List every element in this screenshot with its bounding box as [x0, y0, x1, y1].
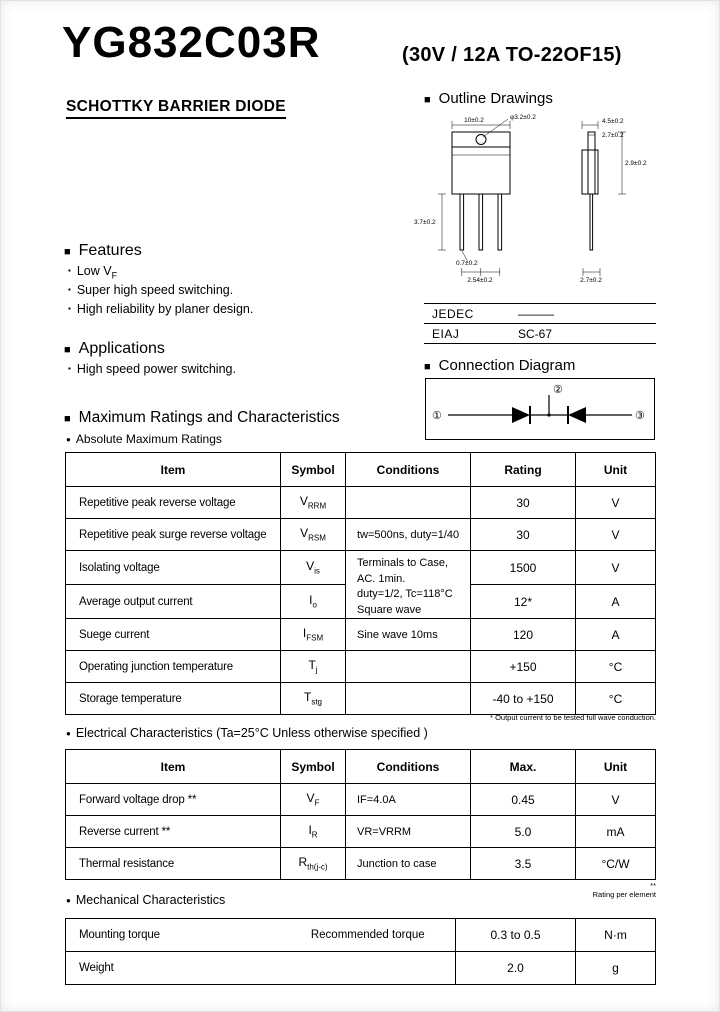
cell-unit: °C/W: [576, 848, 656, 880]
square-marker-icon: ■: [64, 246, 71, 258]
cell-conditions: IF=4.0A: [346, 784, 471, 816]
jedec-value: ———: [518, 306, 554, 321]
cell-symbol: $I_{FSM}$: [281, 619, 346, 651]
max-ratings-section-title: [64, 409, 340, 427]
dot-marker-icon: ●: [66, 896, 71, 905]
applications-title-label: Applications: [78, 340, 165, 357]
pin-label: ③: [635, 410, 645, 422]
cell-conditions: [346, 683, 471, 715]
cell-item: Forward voltage drop **: [66, 784, 281, 816]
standards-row-jedec: [424, 303, 656, 323]
square-marker-icon: ■: [424, 94, 431, 106]
dot-marker-icon: ●: [66, 435, 71, 444]
cell-symbol: $V_{is}$: [281, 551, 346, 585]
cell-unit: V: [576, 487, 656, 519]
cell-value: 2.0: [456, 952, 576, 985]
application-text: High speed power switching.: [76, 362, 236, 376]
cell-item: Repetitive peak surge reverse voltage: [66, 519, 281, 551]
diode-symbol: [568, 407, 586, 423]
cell-max: 5.0: [471, 816, 576, 848]
applications-list: [68, 362, 236, 381]
cell-max: 0.45: [471, 784, 576, 816]
cell-symbol: $V_{RRM}$: [281, 487, 346, 519]
bullet-icon: ▪: [68, 285, 71, 294]
absolute-max-ratings-subtitle: [66, 432, 222, 446]
cell-symbol: $T_j$: [281, 651, 346, 683]
cell-unit: V: [576, 551, 656, 585]
cell-rating: 30: [471, 487, 576, 519]
diode-symbol: [512, 407, 530, 423]
connection-diagram-drawing: [426, 379, 654, 439]
cell-max: 3.5: [471, 848, 576, 880]
cell-rating: 12*: [471, 585, 576, 619]
dimension-label: 0.7±0.2: [456, 260, 478, 267]
electrical-title-label: Electrical Characteristics (Ta=25°C Unless otherwise specified ): [75, 726, 428, 740]
dimension-label: 10±0.2: [464, 117, 484, 124]
cell-rating: 30: [471, 519, 576, 551]
cell-conditions: tw=500ns, duty=1/40: [346, 519, 471, 551]
max-ratings-title-label: Maximum Ratings and Characteristics: [78, 409, 340, 426]
feature-item: [68, 302, 253, 321]
connection-section-title: [424, 357, 575, 374]
cell-item: Operating junction temperature: [66, 651, 281, 683]
cell-conditions: [281, 952, 456, 985]
package-side-view: [582, 132, 598, 250]
part-number: YG832C03R: [62, 18, 321, 67]
standards-table: [424, 303, 656, 344]
cell-symbol: $I_R$: [281, 816, 346, 848]
absolute-max-ratings-label: Absolute Maximum Ratings: [75, 432, 222, 446]
connection-diagram: [425, 378, 655, 440]
cell-unit: A: [576, 585, 656, 619]
cell-conditions: [346, 487, 471, 519]
square-marker-icon: ■: [64, 413, 71, 425]
connection-title-label: Connection Diagram: [438, 357, 576, 374]
dimension-label: 4.5±0.2: [602, 118, 624, 125]
cell-item: Reverse current **: [66, 816, 281, 848]
column-header: Conditions: [346, 453, 471, 487]
bullet-icon: ▪: [68, 266, 71, 275]
dimension-label: 2.7±0.2: [602, 132, 624, 139]
cell-conditions: VR=VRRM: [346, 816, 471, 848]
cell-item: Weight: [66, 952, 281, 985]
cell-unit: N·m: [576, 919, 656, 952]
cell-value: 0.3 to 0.5: [456, 919, 576, 952]
max-ratings-table: [65, 452, 656, 715]
square-marker-icon: ■: [64, 344, 71, 356]
column-header: Symbol: [281, 453, 346, 487]
features-section-title: [64, 242, 142, 260]
dimension-label: φ3.2±0.2: [510, 114, 536, 121]
cell-symbol: $I_o$: [281, 585, 346, 619]
cell-item: Suege current: [66, 619, 281, 651]
dimension-label: 2.54±0.2: [467, 277, 493, 284]
column-header: Item: [66, 750, 281, 784]
dimension-label: 3.7±0.2: [414, 219, 436, 226]
cell-symbol: $V_{RSM}$: [281, 519, 346, 551]
feature-item: [68, 283, 253, 302]
square-marker-icon: ■: [424, 361, 431, 373]
eiaj-value: SC-67: [518, 326, 553, 341]
column-header: Conditions: [346, 750, 471, 784]
cell-unit: mA: [576, 816, 656, 848]
column-header: Unit: [576, 453, 656, 487]
electrical-footnote: ** Rating per element: [592, 881, 656, 899]
dimension-lines: [438, 119, 626, 276]
pin-label: ①: [432, 410, 442, 422]
cell-rating: -40 to +150: [471, 683, 576, 715]
product-type: SCHOTTKY BARRIER DIODE: [66, 98, 286, 119]
cell-item: Mounting torque: [66, 919, 281, 952]
pin-label: ②: [553, 384, 563, 396]
cell-symbol: $V_F$: [281, 784, 346, 816]
features-title-label: Features: [78, 242, 142, 259]
cell-unit: V: [576, 784, 656, 816]
dimension-label: 2.9±0.2: [625, 160, 647, 167]
outline-section-title: [424, 90, 553, 107]
cell-item: Isolating voltage: [66, 551, 281, 585]
dimension-label: 2.7±0.2: [580, 277, 602, 284]
mechanical-title-label: Mechanical Characteristics: [75, 893, 226, 907]
cell-conditions: Junction to case: [346, 848, 471, 880]
column-header: Item: [66, 453, 281, 487]
cell-conditions-merged: Terminals to Case, AC. 1min. duty=1/2, Tc=118°C Square wave: [346, 551, 471, 619]
cell-unit: V: [576, 519, 656, 551]
electrical-table: [65, 749, 656, 880]
column-header: Unit: [576, 750, 656, 784]
cell-unit: °C: [576, 651, 656, 683]
ratings-summary: (30V / 12A TO-22OF15): [402, 44, 622, 66]
cell-rating: +150: [471, 651, 576, 683]
mechanical-section-title: [66, 893, 225, 907]
dot-marker-icon: ●: [66, 729, 71, 738]
applications-section-title: [64, 340, 165, 358]
outline-title-label: Outline Drawings: [438, 90, 553, 107]
application-item: [68, 362, 236, 381]
feature-text: Low V: [76, 264, 112, 278]
cell-rating: 120: [471, 619, 576, 651]
bullet-icon: ▪: [68, 304, 71, 313]
cell-symbol: $R_{th(j-c)}$: [281, 848, 346, 880]
cell-unit: g: [576, 952, 656, 985]
column-header: Rating: [471, 453, 576, 487]
cell-unit: A: [576, 619, 656, 651]
bullet-icon: ▪: [68, 364, 71, 373]
feature-text-sub: F: [111, 270, 118, 281]
cell-rating: 1500: [471, 551, 576, 585]
cell-conditions: Recommended torque: [281, 919, 456, 952]
mechanical-table: [65, 918, 656, 985]
column-header: Symbol: [281, 750, 346, 784]
cell-item: Storage temperature: [66, 683, 281, 715]
feature-text: High reliability by planer design.: [76, 302, 254, 316]
column-header: Max.: [471, 750, 576, 784]
electrical-section-title: [66, 726, 428, 740]
standards-row-eiaj: [424, 323, 656, 343]
cell-conditions: Sine wave 10ms: [346, 619, 471, 651]
cell-symbol: $T_{stg}$: [281, 683, 346, 715]
cell-item: Average output current: [66, 585, 281, 619]
cell-item: Repetitive peak reverse voltage: [66, 487, 281, 519]
package-outline-drawing: [412, 110, 668, 302]
package-front-view: [452, 132, 510, 250]
features-list: [68, 264, 253, 321]
cell-item: Thermal resistance: [66, 848, 281, 880]
ratings-footnote: * Output current to be tested full wave conduction.: [490, 713, 656, 722]
cell-unit: °C: [576, 683, 656, 715]
feature-item: [68, 264, 253, 283]
feature-text: Super high speed switching.: [76, 283, 234, 297]
jedec-label: JEDEC: [432, 306, 474, 321]
eiaj-label: EIAJ: [432, 326, 460, 341]
cell-conditions: [346, 651, 471, 683]
